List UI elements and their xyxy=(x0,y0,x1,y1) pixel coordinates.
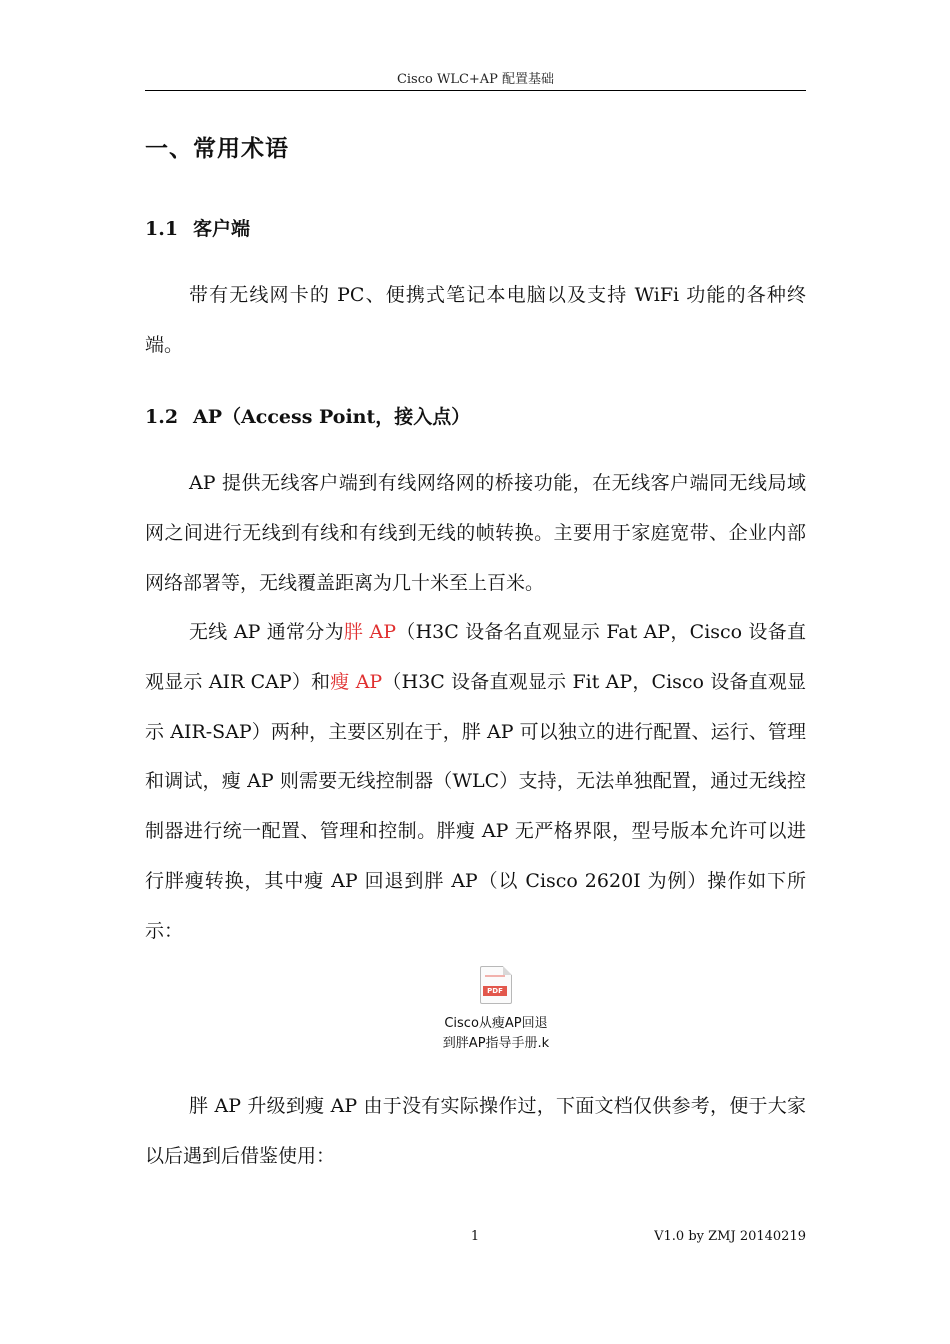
header-divider xyxy=(145,90,806,91)
fit-ap-highlight: 瘦 AP xyxy=(330,670,383,693)
pdf-attachment[interactable] xyxy=(430,966,562,1054)
attachment-filename xyxy=(430,1014,562,1054)
attachment-filename-line1: Cisco从瘦AP回退 xyxy=(444,1016,548,1031)
section-title: 客户端 xyxy=(193,218,251,240)
pdf-badge: PDF xyxy=(483,986,507,996)
attachment-filename-line2: 到胖AP指导手册.k xyxy=(442,1036,550,1051)
paragraph-fit-upgrade: 胖 AP 升级到瘦 AP 由于没有实际操作过，下面文档仅供参考，便于大家以后遇到后借鉴使用： xyxy=(145,1095,806,1167)
section-heading-1-2 xyxy=(145,402,470,429)
chapter-heading: 一、常用术语 xyxy=(145,135,289,162)
section-number: 1.2 xyxy=(145,406,179,428)
version-footer: V1.0 by ZMJ 20140219 xyxy=(654,1229,806,1244)
section-title: AP（Access Point，接入点） xyxy=(193,406,471,428)
pdf-file-icon xyxy=(480,966,512,1004)
pdf-band xyxy=(485,975,505,977)
paragraph-client: 带有无线网卡的 PC、便携式笔记本电脑以及支持 WiFi 功能的各种终端。 xyxy=(145,284,806,356)
paragraph-ap-intro: AP 提供无线客户端到有线网络网的桥接功能，在无线客户端同无线局域网之间进行无线到有线和有线到无线的帧转换。主要用于家庭宽带、企业内部网络部署等，无线覆盖距离为几十米至上百米。 xyxy=(145,472,806,594)
section-heading-1-1 xyxy=(145,214,250,241)
page-header: Cisco WLC+AP 配置基础 xyxy=(396,72,555,87)
paragraph-fat-fit-ap xyxy=(145,608,806,957)
text-segment: （H3C 设备直观显示 Fit AP，Cisco 设备直观显示 AIR-SAP）两种，主要区别在于，胖 AP 可以独立的进行配置、运行、管理和调试，瘦 AP 则需要无线控制器（WLC）支持，无法单独配置，通过无线控制器进行统一配置、管理和控制。胖瘦 AP 无严格界限，型号版本允许可以进行胖瘦转换，其中瘦 AP 回退到胖 AP（以 Cisco 2620I 为例）操作如下所示： xyxy=(145,670,807,942)
text-segment: 无线 AP 通常分为 xyxy=(189,621,344,643)
text-segment: （H3C 设备名直观显示 Fat AP，Cisco 设备直观显示 AIR CAP）和 xyxy=(145,621,807,693)
fat-ap-highlight: 胖 AP xyxy=(343,621,396,643)
page-fold-icon xyxy=(503,966,512,975)
section-number: 1.1 xyxy=(145,218,179,240)
page-number: 1 xyxy=(470,1229,480,1244)
